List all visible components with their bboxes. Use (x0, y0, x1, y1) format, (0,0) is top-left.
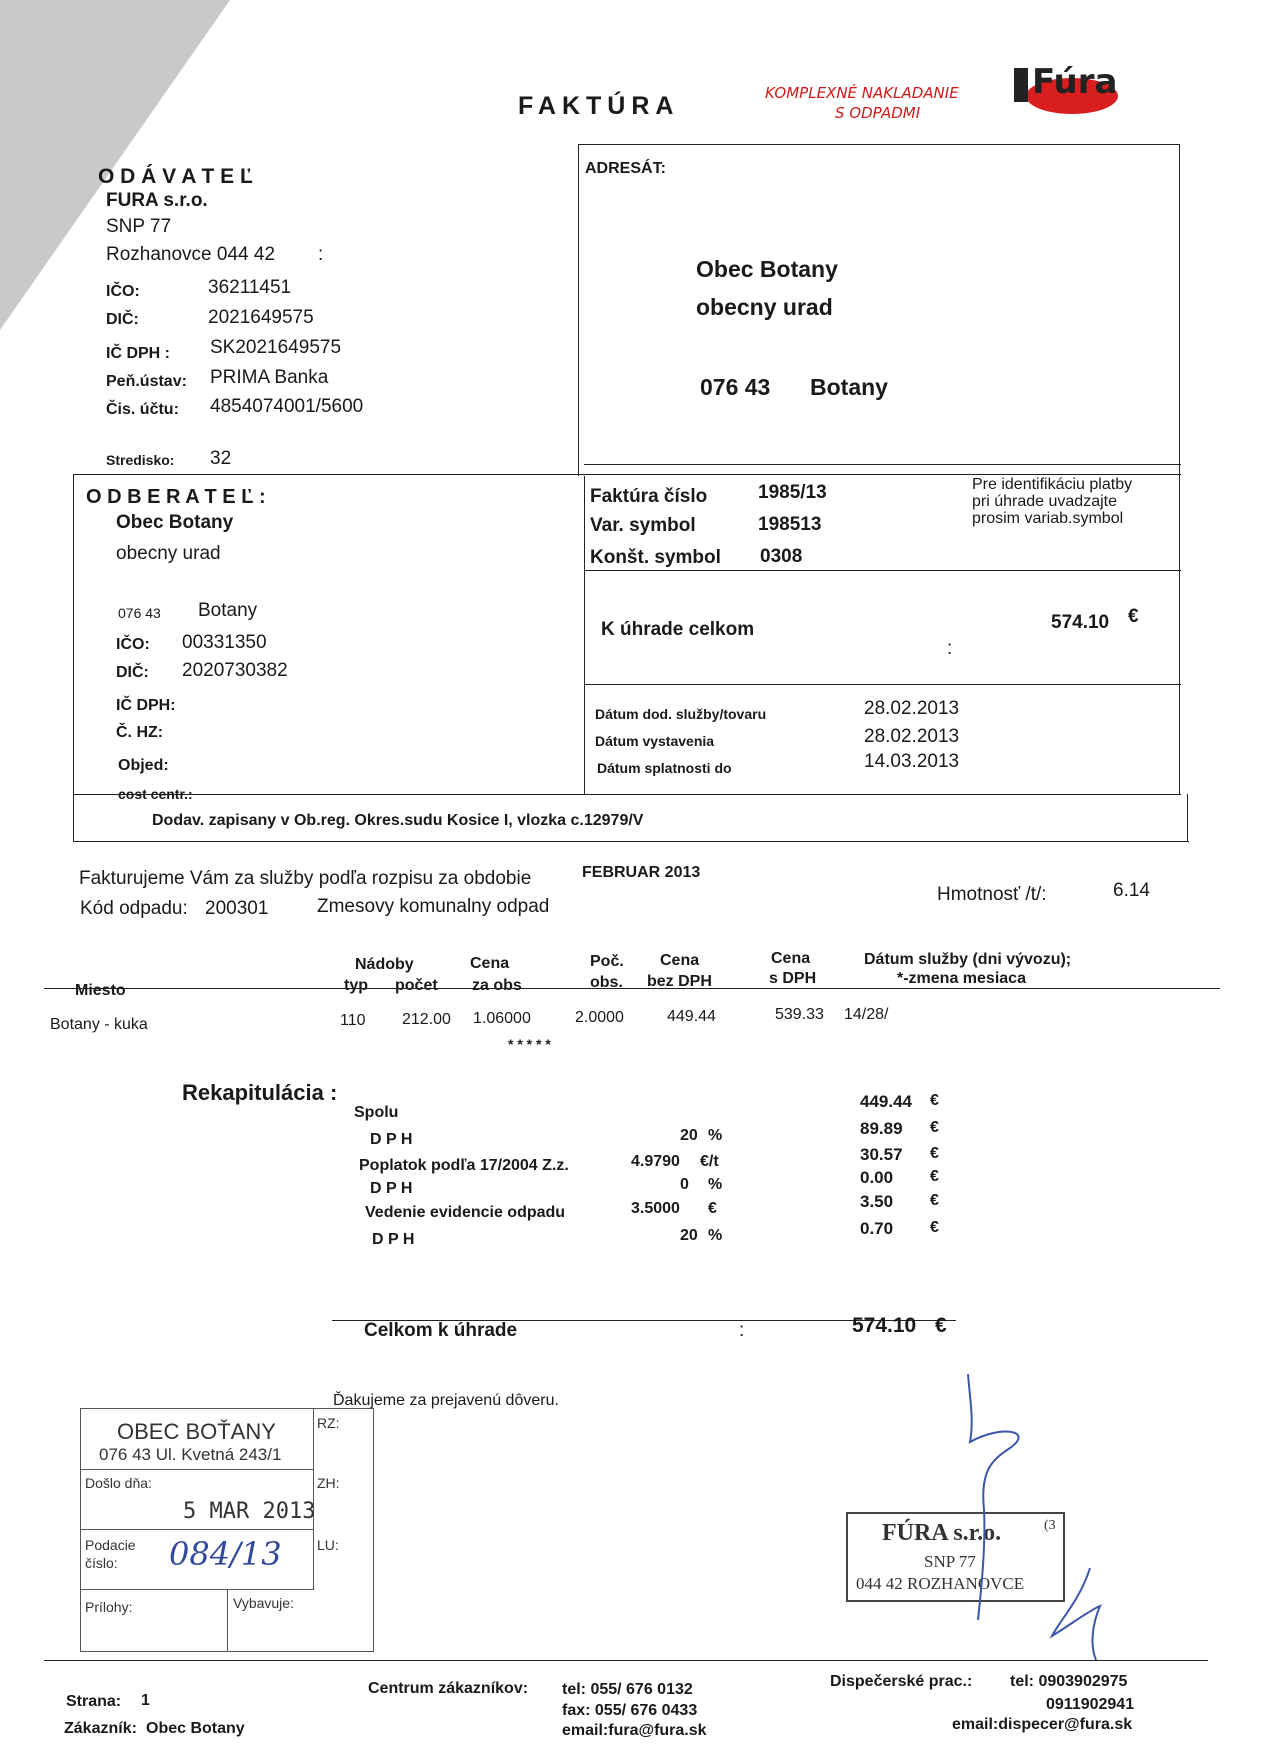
supplier-city: Rozhanovce 044 42 (106, 244, 276, 265)
company-stamp: FÚRA s.r.o. (3 SNP 77 044 42 ROZHANOVCE (846, 1512, 1065, 1602)
customer-zip: 076 43 (118, 605, 161, 621)
customer-dic: 2020730382 (182, 660, 288, 681)
waste-code: 200301 (205, 898, 269, 919)
recap-currency: € (930, 1092, 939, 1109)
recap-rate: 20 (680, 1227, 698, 1244)
customer-city: Botany (198, 600, 258, 621)
addressee-name: Obec Botany (696, 256, 838, 282)
document-title: FAKTÚRA (518, 92, 680, 120)
logo-slogan-1: KOMPLEXNÉ NAKLADANIE (765, 84, 959, 102)
recap-label: D P H (370, 1131, 413, 1148)
waste-name: Zmesovy komunalny odpad (317, 896, 550, 917)
recap-currency: € (930, 1145, 939, 1162)
recap-currency: € (930, 1119, 939, 1136)
registry-note: Dodav. zapisany v Ob.reg. Okres.sudu Kosice I, vlozka c.12979/V (152, 812, 644, 829)
addressee-zip: 076 43 (700, 374, 771, 400)
dispatch-tel2: 0911902941 (1046, 1696, 1135, 1713)
payment-note: Pre identifikáciu platby pri úhrade uvadzajte prosim variab.symbol (972, 476, 1133, 527)
thanks-note: Ďakujeme za prejavenú dôveru. (333, 1392, 559, 1409)
invoice-number: 1985/13 (758, 482, 827, 503)
supplier-dic: 2021649575 (208, 307, 314, 328)
recap-unit: €/t (700, 1153, 719, 1170)
recap-heading: Rekapitulácia : (182, 1080, 338, 1105)
addressee-heading: ADRESÁT: (585, 160, 666, 177)
recap-currency: € (930, 1168, 939, 1185)
customer-name: Obec Botany (116, 512, 234, 533)
company-logo (1010, 60, 1125, 120)
weight-value: 6.14 (1113, 880, 1150, 901)
recap-unit: € (708, 1200, 717, 1217)
stamp-address: 076 43 Ul. Kvetná 243/1 (99, 1445, 282, 1464)
date-due: 14.03.2013 (864, 751, 960, 772)
recap-value: 0.70 (860, 1219, 894, 1238)
table-header-rule (44, 988, 1220, 989)
stamp-org: OBEC BOŤANY (117, 1419, 276, 1444)
supplier-heading: O D Á V A T E Ľ (98, 165, 253, 188)
recap-value: 0.00 (860, 1168, 894, 1187)
recap-value: 89.89 (860, 1119, 903, 1138)
customer-heading: O D B E R A T E Ľ : (86, 486, 266, 508)
dispatch-email: email:dispecer@fura.sk (952, 1716, 1133, 1733)
recap-rate: 4.9790 (631, 1153, 680, 1170)
footer-email: email:fura@fura.sk (562, 1722, 707, 1739)
recap-label: D P H (370, 1180, 413, 1197)
supplier-icdph: SK2021649575 (210, 337, 342, 358)
stamp-filing-number: 084/13 (169, 1535, 282, 1573)
recap-unit: % (708, 1176, 723, 1193)
recap-label: Poplatok podľa 17/2004 Z.z. (359, 1157, 569, 1174)
supplier-name: FURA s.r.o. (106, 190, 208, 211)
dispatch-tel: tel: 0903902975 (1010, 1673, 1128, 1690)
recap-unit: % (708, 1127, 723, 1144)
recap-label: Spolu (354, 1104, 399, 1121)
recap-currency: € (930, 1192, 939, 1209)
recap-currency: € (930, 1219, 939, 1236)
recap-unit: % (708, 1227, 723, 1244)
supplier-center: 32 (210, 448, 232, 469)
billing-text: Fakturujeme Vám za služby podľa rozpisu za obdobie (79, 868, 532, 889)
date-service: 28.02.2013 (864, 698, 960, 719)
addressee-city: Botany (810, 374, 888, 400)
supplier-bank: PRIMA Banka (210, 367, 329, 388)
billing-period: FEBRUAR 2013 (582, 864, 701, 881)
footer-tel: tel: 055/ 676 0132 (562, 1681, 693, 1698)
received-stamp: OBEC BOŤANY 076 43 Ul. Kvetná 243/1 RZ: Došlo dňa: 5 MAR 2013 ZH: Podacie číslo: 084/13 LU: Prílohy: Vybavuje: (80, 1408, 374, 1652)
recap-value: 3.50 (860, 1192, 894, 1211)
date-issue: 28.02.2013 (864, 726, 960, 747)
recap-label: D P H (372, 1231, 415, 1248)
customer-ico: 00331350 (182, 632, 267, 653)
supplier-street: SNP 77 (106, 216, 172, 237)
recap-value: 30.57 (860, 1145, 903, 1164)
recap-value: 449.44 (860, 1092, 912, 1111)
logo-slogan-2: S ODPADMI (835, 104, 921, 122)
recap-rate: 0 (680, 1176, 689, 1193)
supplier-ico: 36211451 (208, 277, 292, 298)
customer-line2: obecny urad (116, 543, 221, 564)
variable-symbol: 198513 (758, 514, 822, 535)
footer-fax: fax: 055/ 676 0433 (562, 1702, 698, 1719)
logo-brand: Fúra (1032, 62, 1118, 102)
recap-label: Vedenie evidencie odpadu (365, 1204, 566, 1221)
constant-symbol: 0308 (760, 546, 803, 567)
addressee-line2: obecny urad (696, 294, 833, 320)
stamp-received-date: 5 MAR 2013 (183, 1499, 316, 1524)
page-number: 1 (141, 1692, 150, 1709)
grand-total-label: Celkom k úhrade (364, 1320, 518, 1341)
grand-total-value: 574.10 (852, 1314, 917, 1337)
recap-rate: 3.5000 (631, 1200, 680, 1217)
footer-customer: Obec Botany (146, 1720, 245, 1737)
supplier-account: 4854074001/5600 (210, 396, 364, 417)
signature-marks (940, 1370, 1140, 1670)
total-due-value: 574.10 (1051, 612, 1110, 633)
recap-rate: 20 (680, 1127, 698, 1144)
total-due-label: K úhrade celkom (601, 619, 755, 640)
